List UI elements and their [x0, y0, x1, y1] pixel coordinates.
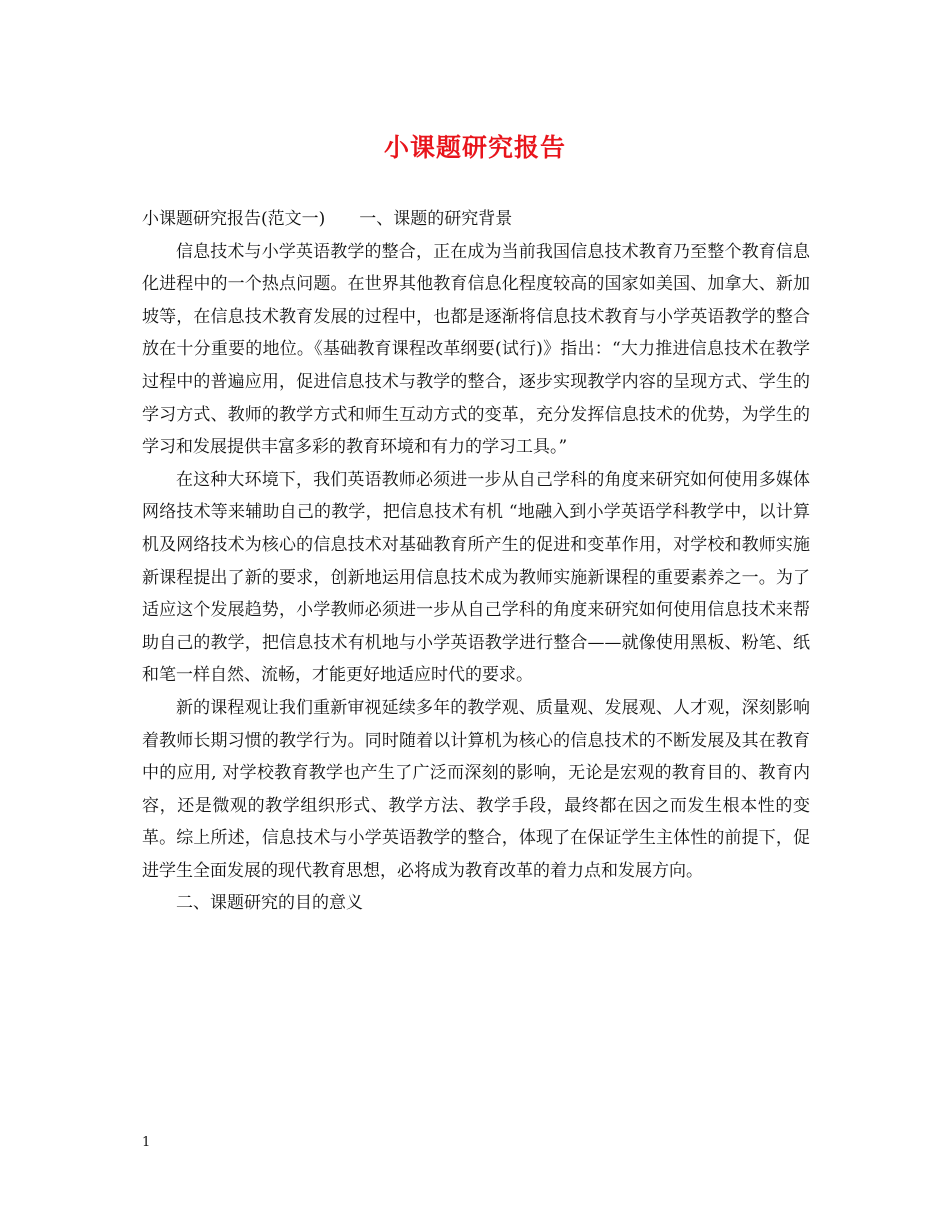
paragraph-background-1: 信息技术与小学英语教学的整合，正在成为当前我国信息技术教育乃至整个教育信息化进程中的一个热点问题。在世界其他教育信息化程度较高的国家如美国、加拿大、新加坡等，在信息技术教育发展的过程中，也都是逐渐将信息技术教育与小学英语教学的整合放在十分重要的地位。《基础教育课程改革纲要(试行)》指出：“大力推进信息技术在教学过程中的普遍应用，促进信息技术与教学的整合，逐步实现教学内容的呈现方式、学生的学习方式、教师的教学方式和师生互动方式的变革，充分发挥信息技术的优势，为学生的学习和发展提供丰富多彩的教育环境和有力的学习工具。” [142, 241, 810, 458]
intro-line: 小课题研究报告(范文一) 一、课题的研究背景 [142, 209, 513, 229]
document-title: 小课题研究报告 [383, 133, 566, 162]
section-heading: 二、课题研究的目的意义 [176, 893, 363, 914]
document-body [142, 203, 810, 920]
paragraph-background-3: 新的课程观让我们重新审视延续多年的教学观、质量观、发展观、人才观，深刻影响着教师长期习惯的教学行为。同时随着以计算机为核心的信息技术的不断发展及其在教育中的应用, 对学校教育教学也产生了广泛而深刻的影响，无论是宏观的教育目的、教育内容，还是微观的教学组织形式、教学方法、教学手段，最终都在因之而发生根本性的变革。综上所述，信息技术与小学英语教学的整合，体现了在保证学生主体性的前提下，促进学生全面发展的现代教育思想，必将成为教育改革的着力点和发展方向。 [142, 697, 810, 881]
page-number: 1 [142, 1135, 151, 1150]
paragraph-background-2: 在这种大环境下，我们英语教师必须进一步从自己学科的角度来研究如何使用多媒体网络技术等来辅助自己的教学，把信息技术有机 “地融入到小学英语学科教学中，以计算机及网络技术为核心的信息技术对基础教育所产生的促进和变革作用，对学校和教师实施新课程提出了新的要求，创新地运用信息技术成为教师实施新课程的重要素养之一。为了适应这个发展趋势，小学教师必须进一步从自己学科的角度来研究如何使用信息技术来帮助自己的教学，把信息技术有机地与小学英语教学进行整合——就像使用黑板、粉笔、纸和笔一样自然、流畅，才能更好地适应时代的要求。 [142, 469, 810, 686]
